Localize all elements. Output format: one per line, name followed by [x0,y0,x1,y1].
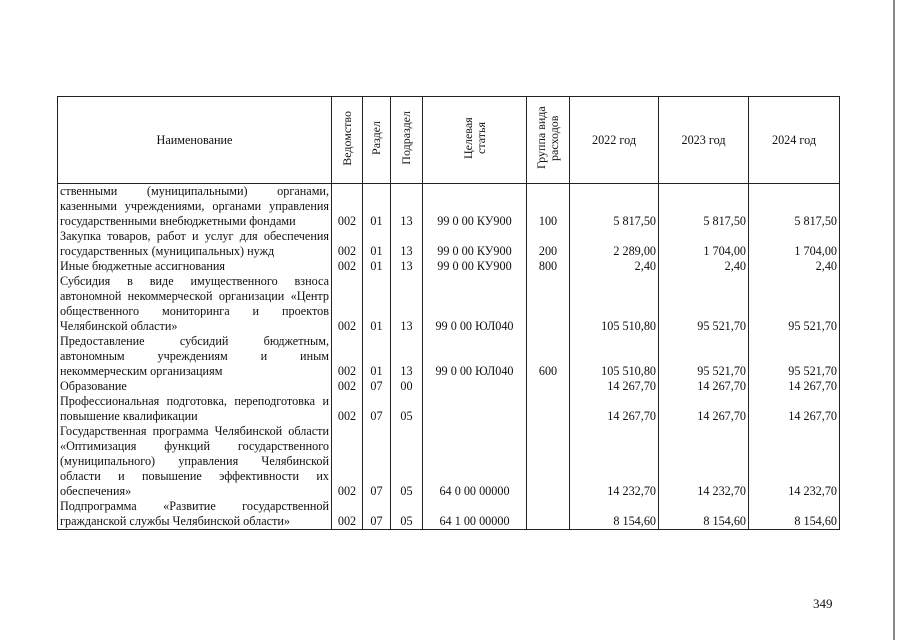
cell-dept: 002 [332,274,363,334]
cell-2022: 2,40 [570,259,659,274]
cell-2022: 105 510,80 [570,334,659,379]
cell-target: 64 1 00 00000 [423,499,527,530]
cell-2023: 14 267,70 [659,379,749,394]
cell-2023: 2,40 [659,259,749,274]
cell-subsection: 00 [391,379,423,394]
table-row [58,394,840,424]
table-row [58,274,840,334]
cell-exp-group [527,499,570,530]
cell-subsection: 13 [391,184,423,230]
cell-dept: 002 [332,229,363,259]
table-row [58,259,840,274]
cell-name: Образование [58,379,332,394]
cell-section: 01 [363,229,391,259]
table-row [58,499,840,530]
cell-section: 01 [363,184,391,230]
cell-exp-group: 800 [527,259,570,274]
cell-target: 64 0 00 00000 [423,424,527,499]
cell-2023: 95 521,70 [659,334,749,379]
cell-2022: 14 267,70 [570,379,659,394]
cell-2024: 14 267,70 [749,394,840,424]
cell-exp-group: 100 [527,184,570,230]
cell-name: Государственная программа Челябинской области «Оптимизация функций государственного (муниципального) управления Челябинской области и повышение эффективности их обеспечения» [58,424,332,499]
cell-2024: 8 154,60 [749,499,840,530]
cell-2024: 14 267,70 [749,379,840,394]
cell-dept: 002 [332,259,363,274]
cell-2022: 14 232,70 [570,424,659,499]
header-2022: 2022 год [570,97,659,184]
cell-section: 07 [363,379,391,394]
cell-subsection: 13 [391,229,423,259]
table-header-row [58,97,840,184]
cell-target: 99 0 00 КУ900 [423,259,527,274]
cell-subsection: 13 [391,334,423,379]
cell-2024: 5 817,50 [749,184,840,230]
cell-dept: 002 [332,424,363,499]
header-dept: Ведомство [332,97,363,184]
cell-section: 01 [363,334,391,379]
header-target: Целевая статья [423,97,527,184]
cell-name: Закупка товаров, работ и услуг для обеспечения государственных (муниципальных) нужд [58,229,332,259]
cell-subsection: 05 [391,394,423,424]
header-name: Наименование [58,97,332,184]
cell-2022: 5 817,50 [570,184,659,230]
cell-exp-group: 200 [527,229,570,259]
table-row [58,229,840,259]
cell-dept: 002 [332,334,363,379]
cell-name: Профессиональная подготовка, переподготовка и повышение квалификации [58,394,332,424]
cell-dept: 002 [332,184,363,230]
table-row [58,379,840,394]
cell-dept: 002 [332,499,363,530]
header-exp-group: Группа вида расходов [527,97,570,184]
cell-subsection: 05 [391,499,423,530]
header-2023: 2023 год [659,97,749,184]
cell-2024: 95 521,70 [749,334,840,379]
cell-2023: 8 154,60 [659,499,749,530]
cell-section: 07 [363,424,391,499]
table-row [58,424,840,499]
cell-name: Субсидия в виде имущественного взноса автономной некоммерческой организации «Центр общественного мониторинга и проектов Челябинской области» [58,274,332,334]
cell-exp-group [527,274,570,334]
cell-2022: 2 289,00 [570,229,659,259]
cell-2024: 95 521,70 [749,274,840,334]
cell-section: 01 [363,274,391,334]
cell-2024: 1 704,00 [749,229,840,259]
cell-section: 01 [363,259,391,274]
header-2024: 2024 год [749,97,840,184]
cell-name: Иные бюджетные ассигнования [58,259,332,274]
cell-target [423,379,527,394]
cell-name: ственными (муниципальными) органами, казенными учреждениями, органами управления государственными внебюджетными фондами [58,184,332,230]
cell-section: 07 [363,499,391,530]
cell-2023: 5 817,50 [659,184,749,230]
cell-exp-group [527,424,570,499]
cell-2023: 1 704,00 [659,229,749,259]
cell-2022: 8 154,60 [570,499,659,530]
header-section: Раздел [363,97,391,184]
cell-2024: 14 232,70 [749,424,840,499]
cell-target: 99 0 00 КУ900 [423,184,527,230]
cell-exp-group [527,379,570,394]
budget-table [57,96,840,530]
header-subsection: Подраздел [391,97,423,184]
cell-target: 99 0 00 ЮЛ040 [423,334,527,379]
cell-2022: 105 510,80 [570,274,659,334]
cell-2024: 2,40 [749,259,840,274]
cell-subsection: 13 [391,259,423,274]
cell-2023: 95 521,70 [659,274,749,334]
page-number: 349 [813,596,833,611]
table-row [58,334,840,379]
table-row [58,184,840,230]
cell-2023: 14 267,70 [659,394,749,424]
cell-exp-group: 600 [527,334,570,379]
cell-name: Предоставление субсидий бюджетным, автономным учреждениям и иным некоммерческим организациям [58,334,332,379]
cell-section: 07 [363,394,391,424]
cell-target: 99 0 00 ЮЛ040 [423,274,527,334]
cell-target [423,394,527,424]
page-edge-line [893,0,895,640]
cell-exp-group [527,394,570,424]
cell-2023: 14 232,70 [659,424,749,499]
cell-name: Подпрограмма «Развитие государственной гражданской службы Челябинской области» [58,499,332,530]
cell-target: 99 0 00 КУ900 [423,229,527,259]
cell-dept: 002 [332,394,363,424]
cell-subsection: 05 [391,424,423,499]
cell-dept: 002 [332,379,363,394]
cell-subsection: 13 [391,274,423,334]
cell-2022: 14 267,70 [570,394,659,424]
